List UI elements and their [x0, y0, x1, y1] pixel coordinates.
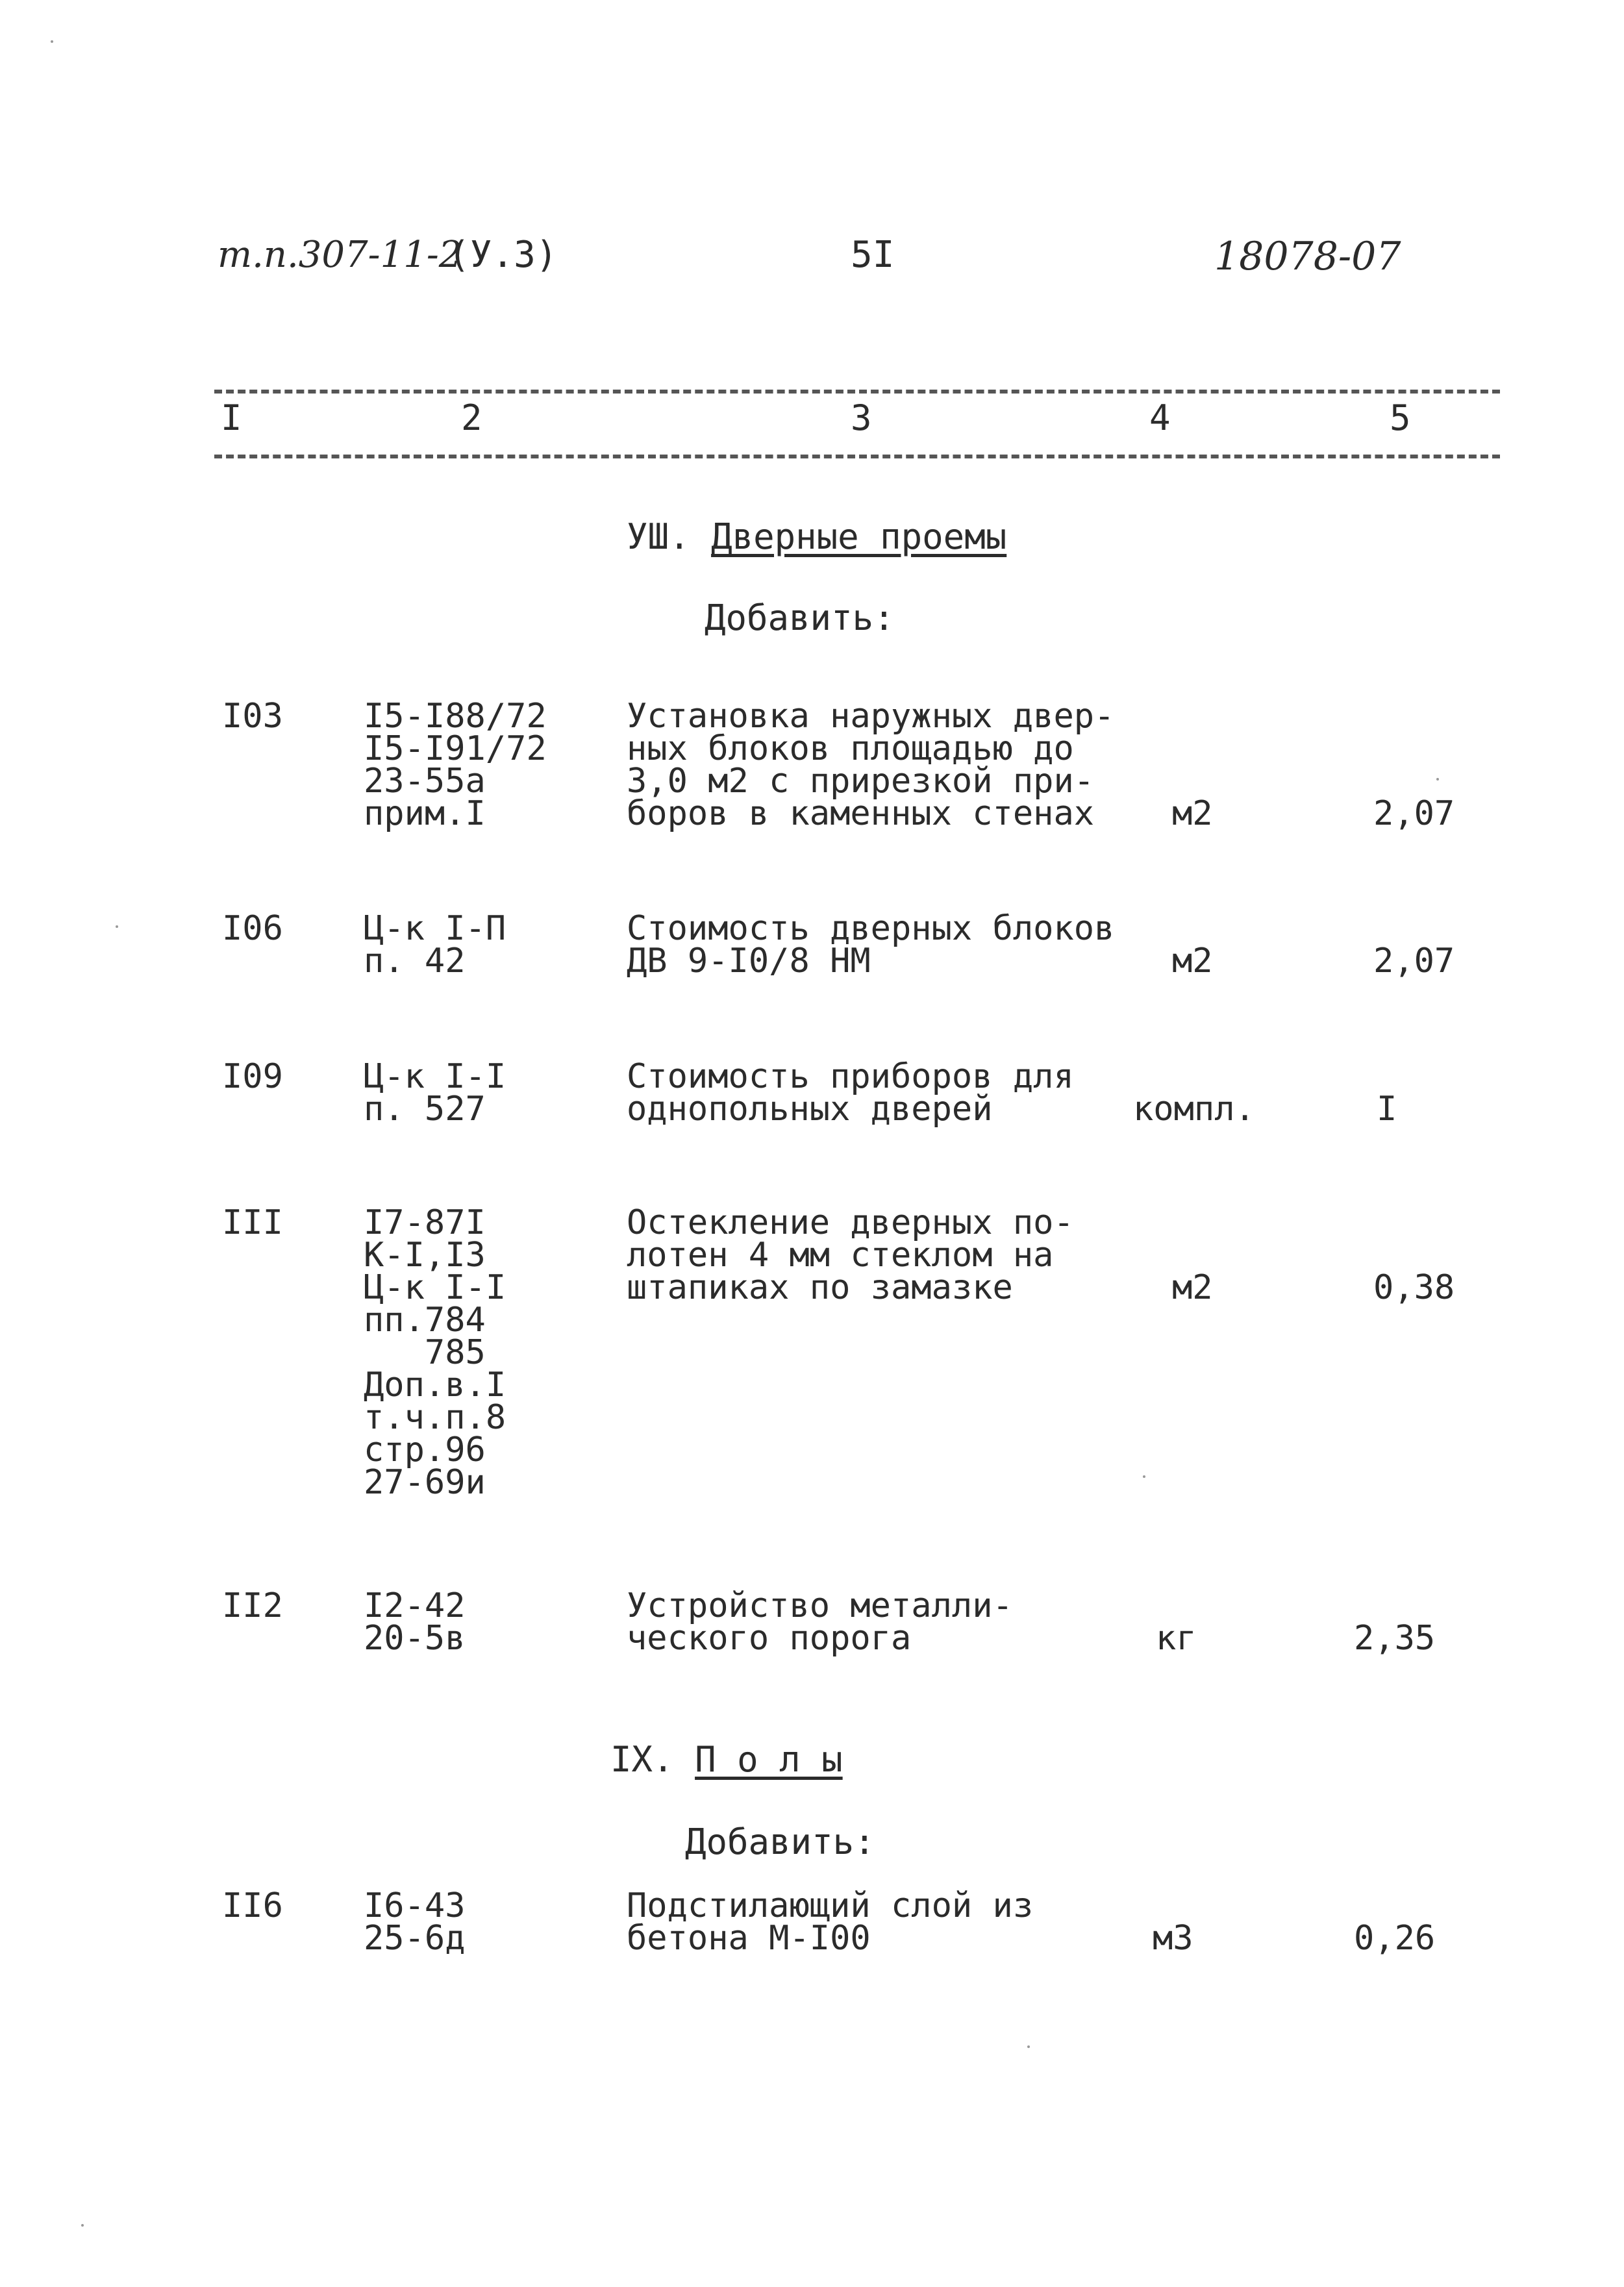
scan-speck [1436, 778, 1439, 781]
project-code: т.п.307-11-2 [218, 234, 462, 276]
row-number: I03 [222, 697, 283, 736]
scan-speck [1143, 1475, 1145, 1478]
work-description: Устройство металли- ческого порога [627, 1586, 1013, 1658]
row-number: II6 [222, 1886, 283, 1925]
unit: м2 [1172, 794, 1213, 833]
scan-speck [51, 40, 53, 43]
work-description: Остекление дверных по- лотен 4 мм стеклом на штапиках по замазке [627, 1203, 1074, 1307]
quantity: 0,26 [1354, 1919, 1436, 1958]
work-description: Стоимость приборов для однопольных дверей [627, 1057, 1074, 1129]
section-heading-floors [610, 1739, 843, 1780]
norm-code: I2-42 20-5в [364, 1586, 466, 1658]
section-heading-door-openings [627, 516, 1006, 557]
section-title: Дверные проемы [711, 516, 1007, 557]
section-number: IX. [610, 1739, 674, 1780]
scan-speck [116, 925, 118, 928]
section-title: П о л ы [695, 1739, 843, 1780]
quantity: 2,35 [1354, 1619, 1436, 1658]
norm-code: I7-87I К-I,I3 Ц-к I-I пп.784 785 Доп.в.I т.ч.п.8 стр.96 27-69и [364, 1203, 506, 1502]
add-label: Добавить: [685, 1821, 875, 1862]
row-number: III [222, 1203, 283, 1242]
norm-code: I6-43 25-6д [364, 1886, 466, 1958]
quantity: 2,07 [1373, 794, 1455, 833]
column-header-2: 2 [461, 397, 482, 438]
table-header-bottom-rule [214, 455, 1500, 458]
unit: м2 [1172, 942, 1213, 981]
unit: кг [1156, 1619, 1197, 1658]
quantity: I [1377, 1090, 1397, 1129]
norm-code: Ц-к I-I п. 527 [364, 1057, 506, 1129]
unit: м3 [1153, 1919, 1193, 1958]
column-header-1: I [221, 397, 242, 438]
norm-code: Ц-к I-П п. 42 [364, 909, 506, 981]
column-header-3: 3 [851, 397, 872, 438]
scan-speck [1027, 2045, 1030, 2048]
quantity: 2,07 [1373, 942, 1455, 981]
row-number: I06 [222, 909, 283, 948]
table-header-top-rule [214, 390, 1500, 394]
work-description: Подстилающий слой из бетона М-I00 [627, 1886, 1034, 1958]
column-header-5: 5 [1390, 397, 1411, 438]
unit: компл. [1133, 1090, 1255, 1129]
scan-speck [81, 2224, 84, 2227]
quantity: 0,38 [1373, 1268, 1455, 1307]
row-number: II2 [222, 1586, 283, 1625]
variant-label: (У.3) [448, 234, 558, 276]
section-number: УШ. [627, 516, 690, 557]
work-description: Стоимость дверных блоков ДВ 9-I0/8 НМ [627, 909, 1115, 981]
document-number: 18078-07 [1214, 234, 1401, 279]
page-number: 5I [851, 234, 895, 276]
work-description: Установка наружных двер- ных блоков площадью до 3,0 м2 с прирезкой при- боров в каменных стенах [627, 697, 1115, 833]
norm-code: I5-I88/72 I5-I91/72 23-55а прим.I [364, 697, 547, 833]
add-label: Добавить: [705, 597, 895, 638]
row-number: I09 [222, 1057, 283, 1096]
unit: м2 [1172, 1268, 1213, 1307]
column-header-4: 4 [1149, 397, 1171, 438]
